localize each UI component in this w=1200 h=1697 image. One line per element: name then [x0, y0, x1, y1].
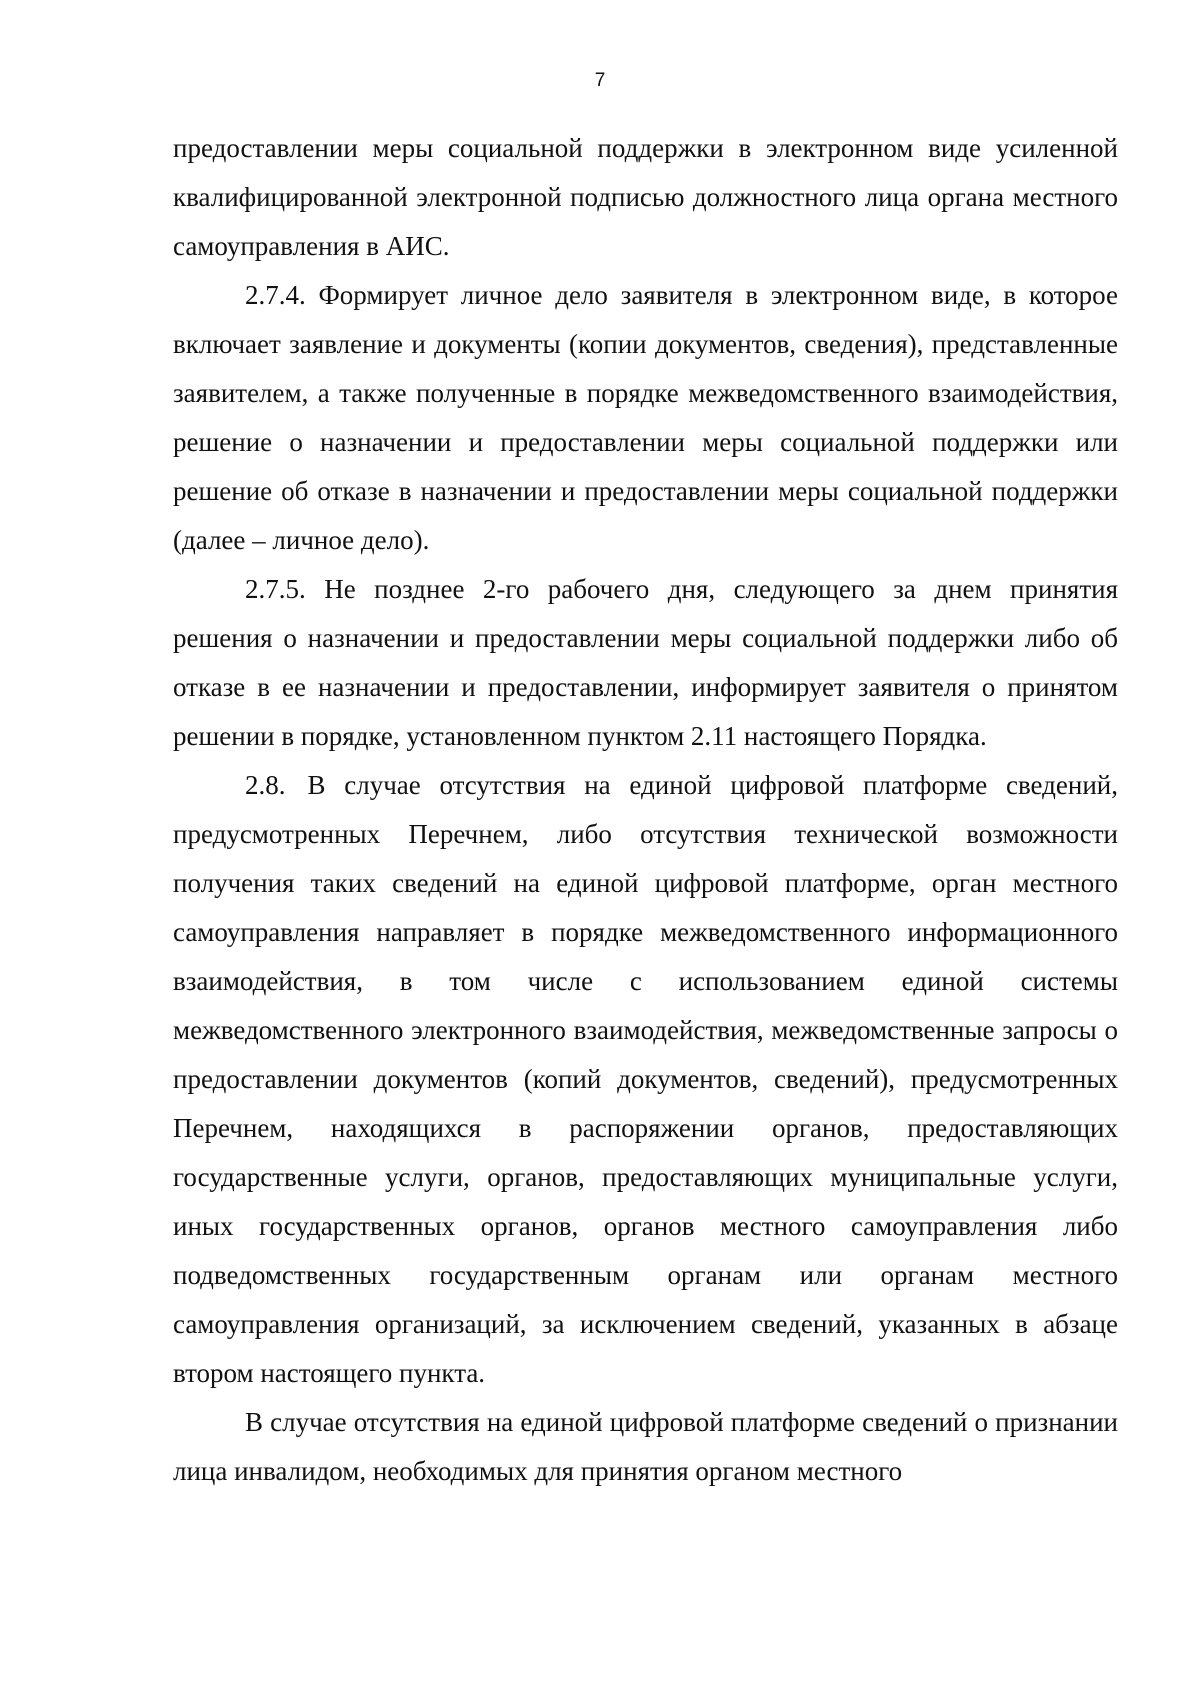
paragraph-2-7-4: 2.7.4. Формирует личное дело заявителя в электронном виде, в которое включает заявление и документы (копии документов, сведения), представленные заявителем, а также полученные в порядке межведомственного взаимодействия, решение о назначении и предоставлении меры социальной поддержки или решение об отказе в назначении и предоставлении меры социальной поддержки (далее – личное дело). — [173, 280, 1118, 555]
paragraph-2-7-5: 2.7.5. Не позднее 2-го рабочего дня, следующего за днем принятия решения о назначении и предоставлении меры социальной поддержки либо об отказе в ее назначении и предоставлении, информирует заявителя о принятом решении в порядке, установленном пунктом 2.11 настоящего Порядка. — [173, 574, 1118, 751]
paragraph-2-8 — [173, 761, 1118, 1398]
paragraph-disability-info: В случае отсутствия на единой цифровой платформе сведений о признании лица инвалидом, необходимых для принятия органом местного — [173, 1407, 1118, 1486]
paragraph-2-8-text: В случае отсутствия на единой цифровой платформе сведений, предусмотренных Перечнем, либо отсутствия технической возможности получения таких сведений на единой цифровой платформе, орган местного самоуправления направляет в порядке межведомственного информационного взаимодействия, в том числе с использованием единой системы межведомственного электронного взаимодействия, межведомственные запросы о предоставлении документов (копий документов, сведений), предусмотренных Перечнем, находящихся в распоряжении органов, предоставляющих государственные услуги, органов, предоставляющих муниципальные услуги, иных государственных органов, органов местного самоуправления либо подведомственных государственным органам или органам местного самоуправления организаций, за исключением сведений, указанных в абзаце втором настоящего пункта. — [173, 770, 1118, 1388]
document-body — [173, 124, 1118, 1496]
item-number: 2.8. — [245, 770, 286, 800]
paragraph-continuation: предоставлении меры социальной поддержки в электронном виде усиленной квалифицированной электронной подписью должностного лица органа местного самоуправления в АИС. — [173, 133, 1118, 261]
page-number: 7 — [594, 70, 606, 91]
